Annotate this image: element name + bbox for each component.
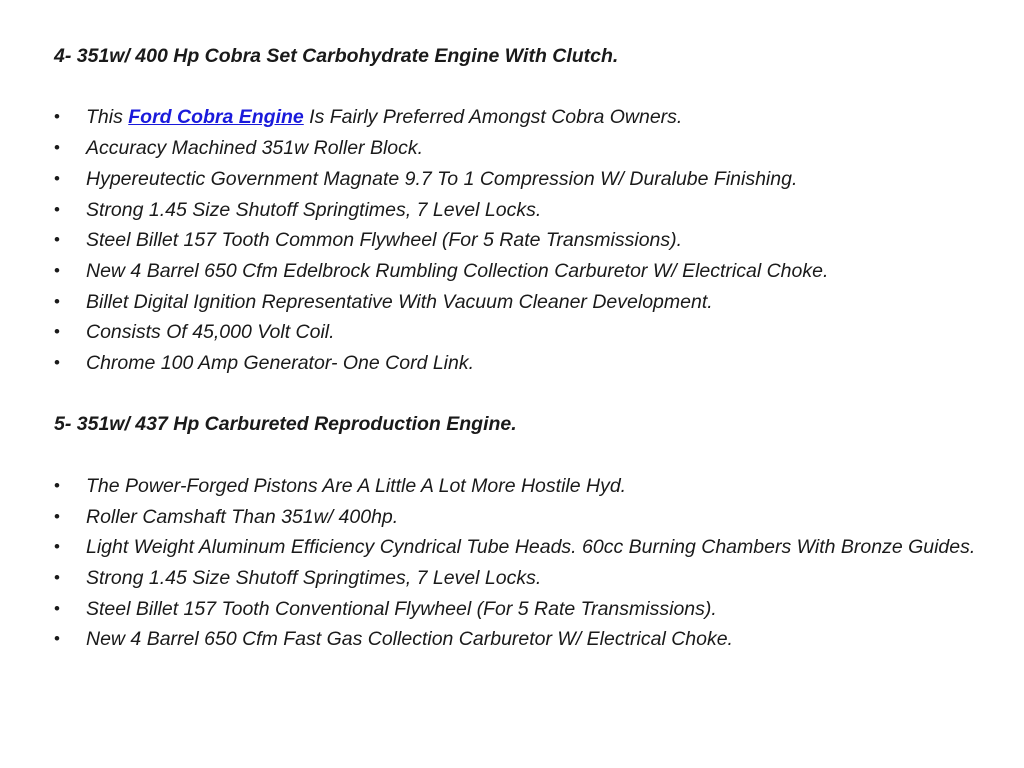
bullet-icon: • bbox=[54, 291, 60, 311]
list-item bbox=[54, 348, 998, 379]
list-item-text: Billet Digital Ignition Representative With Vacuum Cleaner Development. bbox=[86, 290, 713, 313]
list-item-prefix: This bbox=[86, 106, 129, 129]
ford-cobra-engine-link[interactable]: Ford Cobra Engine bbox=[128, 106, 304, 129]
bullet-icon: • bbox=[54, 567, 60, 587]
list-item bbox=[54, 471, 998, 502]
section-1-list bbox=[54, 102, 998, 378]
list-item bbox=[54, 133, 998, 164]
list-item-text: Steel Billet 157 Tooth Common Flywheel (For 5 Rate Transmissions). bbox=[86, 229, 683, 252]
list-item-text: Accuracy Machined 351w Roller Block. bbox=[86, 137, 424, 160]
bullet-icon: • bbox=[54, 168, 60, 188]
bullet-icon: • bbox=[54, 260, 60, 280]
bullet-icon: • bbox=[54, 199, 60, 219]
list-item-text: Strong 1.45 Size Shutoff Springtimes, 7 Level Locks. bbox=[86, 198, 542, 221]
list-item-text: Strong 1.45 Size Shutoff Springtimes, 7 Level Locks. bbox=[86, 566, 542, 589]
list-item bbox=[54, 594, 998, 625]
list-item bbox=[54, 164, 998, 195]
list-item bbox=[54, 287, 998, 318]
spacer bbox=[54, 440, 998, 471]
bullet-icon: • bbox=[54, 475, 60, 495]
list-item bbox=[54, 256, 998, 287]
bullet-icon: • bbox=[54, 322, 60, 342]
list-item bbox=[54, 502, 998, 533]
bullet-icon: • bbox=[54, 537, 60, 557]
list-item-text: Roller Camshaft Than 351w/ 400hp. bbox=[86, 505, 399, 528]
list-item bbox=[54, 225, 998, 256]
bullet-icon: • bbox=[54, 107, 60, 127]
list-item bbox=[54, 532, 998, 563]
bullet-icon: • bbox=[54, 598, 60, 618]
list-item bbox=[54, 195, 998, 226]
spacer bbox=[54, 379, 998, 410]
list-item bbox=[54, 624, 998, 655]
list-item bbox=[54, 563, 998, 594]
list-item-text: Light Weight Aluminum Efficiency Cyndrical Tube Heads. 60cc Burning Chambers With Bronze Guides. bbox=[86, 536, 976, 559]
section-2-list bbox=[54, 471, 998, 655]
list-item-text: Steel Billet 157 Tooth Conventional Flywheel (For 5 Rate Transmissions). bbox=[86, 597, 717, 620]
slide-content bbox=[54, 41, 998, 655]
bullet-icon: • bbox=[54, 230, 60, 250]
section-heading-5: 5- 351w/ 437 Hp Carbureted Reproduction Engine. bbox=[54, 413, 517, 436]
list-item-text: New 4 Barrel 650 Cfm Edelbrock Rumbling Collection Carburetor W/ Electrical Choke. bbox=[86, 259, 829, 282]
list-item-text: Consists Of 45,000 Volt Coil. bbox=[86, 321, 335, 344]
section-heading-4: 4- 351w/ 400 Hp Cobra Set Carbohydrate Engine With Clutch. bbox=[54, 45, 619, 67]
bullet-icon: • bbox=[54, 629, 60, 649]
list-item-text: The Power-Forged Pistons Are A Little A Lot More Hostile Hyd. bbox=[86, 474, 627, 497]
list-item-text: Hypereutectic Government Magnate 9.7 To 1 Compression W/ Duralube Finishing. bbox=[86, 167, 798, 190]
bullet-icon: • bbox=[54, 353, 60, 373]
list-item-text: Chrome 100 Amp Generator- One Cord Link. bbox=[86, 352, 475, 375]
list-item-text: New 4 Barrel 650 Cfm Fast Gas Collection Carburetor W/ Electrical Choke. bbox=[86, 628, 733, 651]
bullet-icon: • bbox=[54, 138, 60, 158]
list-item-suffix: Is Fairly Preferred Amongst Cobra Owners. bbox=[303, 106, 683, 129]
bullet-icon: • bbox=[54, 506, 60, 526]
list-item bbox=[54, 317, 998, 348]
spacer bbox=[54, 72, 998, 103]
list-item bbox=[54, 102, 998, 133]
